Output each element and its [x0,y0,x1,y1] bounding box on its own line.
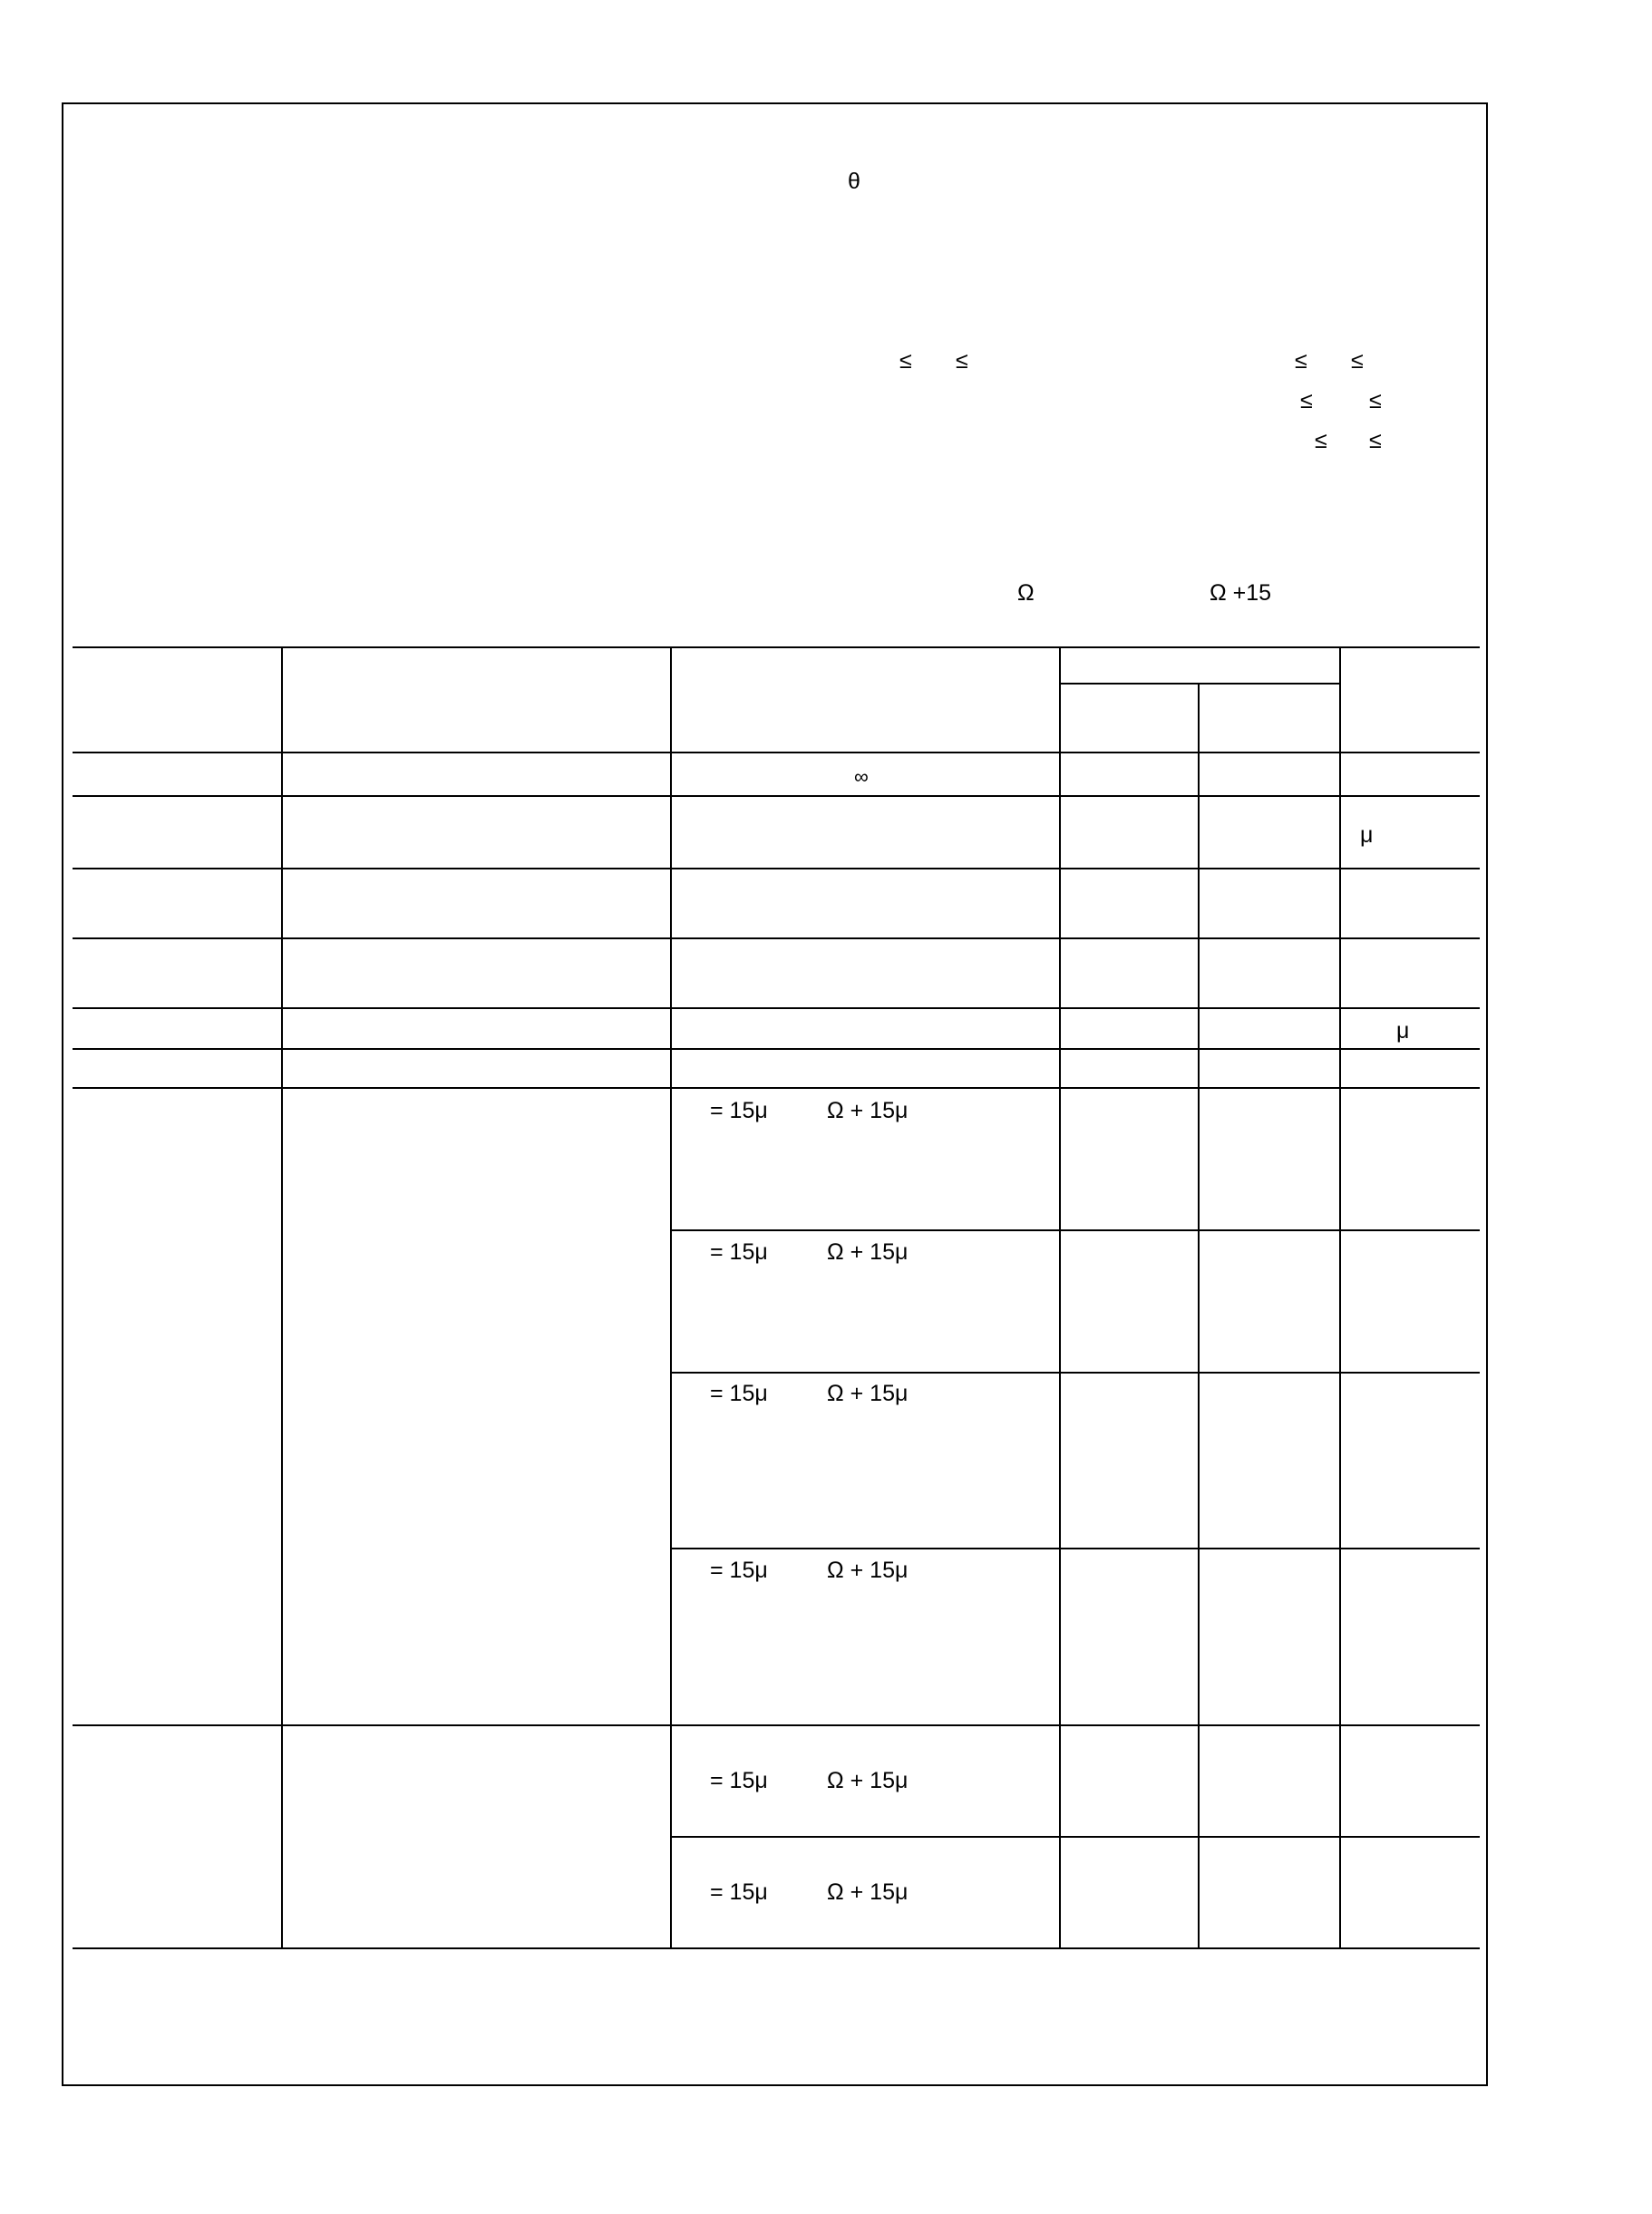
leq-symbol: ≤ [1300,388,1313,413]
condition-text: Ω + 15μ [827,1879,909,1905]
unit-mu: μ [1360,822,1374,848]
table-row-rule [73,795,1480,797]
table-column-rule [670,646,672,1948]
document-frame [62,102,1488,2086]
table-row-rule [73,868,1480,869]
condition-text: = 15μ [710,1879,768,1905]
table-bottom-rule [73,1947,1480,1949]
leq-symbol: ≤ [899,348,912,374]
theta-symbol: θ [848,169,860,194]
table-row-rule [73,1724,1480,1726]
table-column-rule [1339,646,1341,1948]
table-column-rule [1059,646,1061,1948]
table-subrow-rule [670,1836,1480,1838]
table-row-rule [73,937,1480,939]
condition-text: = 15μ [710,1558,768,1583]
infinity-symbol: ∞ [854,765,869,788]
condition-text: = 15μ [710,1381,768,1406]
unit-mu: μ [1396,1018,1410,1044]
table-column-rule [281,646,283,1948]
table-header-sub-rule [1061,683,1340,685]
condition-text: Ω + 15μ [827,1239,909,1265]
table-subrow-rule [670,1548,1480,1549]
condition-text: Ω + 15μ [827,1558,909,1583]
omega-plus-label: Ω +15 [1210,580,1272,606]
condition-text: Ω + 15μ [827,1768,909,1793]
leq-symbol: ≤ [1315,428,1327,453]
condition-text: Ω + 15μ [827,1381,909,1406]
omega-symbol: Ω [1017,580,1035,606]
table-row-rule [73,1007,1480,1009]
table-row-rule [73,1087,1480,1089]
condition-text: = 15μ [710,1768,768,1793]
table-column-rule [1198,683,1200,1948]
leq-symbol: ≤ [956,348,968,374]
table-header-bottom-rule [73,752,1480,753]
leq-symbol: ≤ [1295,348,1307,374]
condition-text: = 15μ [710,1239,768,1265]
table-top-rule [73,646,1480,648]
table-subrow-rule [670,1372,1480,1374]
condition-text: Ω + 15μ [827,1098,909,1123]
leq-symbol: ≤ [1369,388,1382,413]
table-subrow-rule [670,1229,1480,1231]
table-row-rule [73,1048,1480,1050]
leq-symbol: ≤ [1351,348,1364,374]
condition-text: = 15μ [710,1098,768,1123]
leq-symbol: ≤ [1369,428,1382,453]
